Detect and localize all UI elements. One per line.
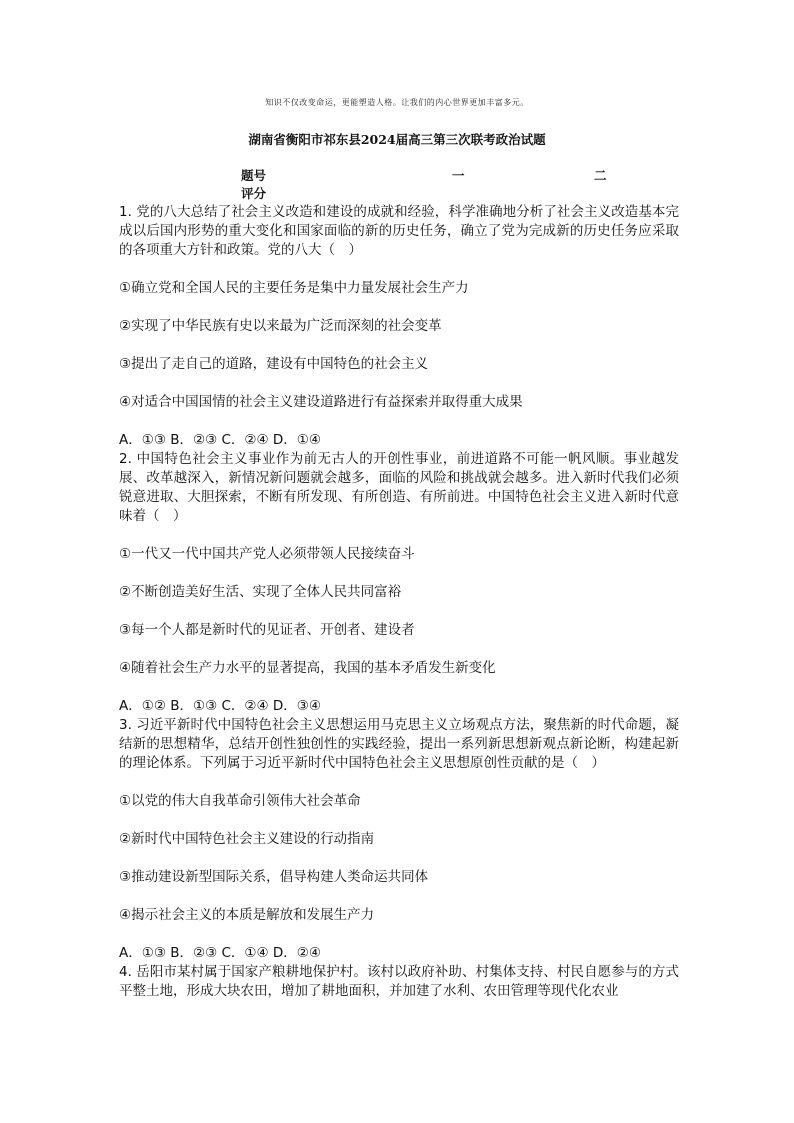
question-1 — [119, 203, 679, 450]
motto: 知识不仅改变命运，更能塑造人格。让我们的内心世界更加丰富多元。 — [265, 98, 529, 107]
score-label: 评分 — [241, 186, 267, 201]
question-option: ③提出了走自己的道路，建设有中国特色的社会主义 — [119, 356, 429, 372]
question-4 — [119, 963, 679, 1001]
question-stem: 3. 习近平新时代中国特色社会主义思想运用马克思主义立场观点方法，聚焦新的时代命题，凝结新的思想精华，总结开创性独创性的实践经验，提出一系列新思想新观点新论断，构建起新的理论体系。下列属于习近平新时代中国特色社会主义思想原创性贡献的是（ ） — [119, 717, 679, 771]
question-stem: 4. 岳阳市某村属于国家产粮耕地保护村。该村以政府补助、村集体支持、村民自愿参与的方式平整土地，形成大块农田，增加了耕地面积，并加建了水利、农田管理等现代化农业 — [119, 964, 679, 999]
question-option: ②新时代中国特色社会主义建设的行动指南 — [119, 831, 375, 847]
question-2 — [119, 450, 679, 716]
question-option: ①确立党和全国人民的主要任务是集中力量发展社会生产力 — [119, 280, 469, 296]
question-option: ③推动建设新型国际关系，倡导构建人类命运共同体 — [119, 869, 429, 885]
question-list — [119, 203, 679, 1001]
question-option: ①一代又一代中国共产党人必须带领人民接续奋斗 — [119, 546, 415, 562]
question-stem: 1. 党的八大总结了社会主义改造和建设的成就和经验，科学准确地分析了社会主义改造基本完成以后国内形势的重大变化和国家面临的新的历史任务，确立了党为完成新的历史任务应采取的各项重大方针和政策。党的八大（ ） — [119, 204, 679, 258]
question-option: ④对适合中国国情的社会主义建设道路进行有益探索并取得重大成果 — [119, 394, 523, 410]
answer-choices: A．①② B．①③ C．②④ D．③④ — [119, 698, 322, 714]
question-option: ②不断创造美好生活、实现了全体人民共同富裕 — [119, 584, 402, 600]
score-column-1: 一 — [452, 168, 465, 183]
question-option: ③每一个人都是新时代的见证者、开创者、建设者 — [119, 622, 415, 638]
question-stem: 2. 中国特色社会主义事业作为前无古人的开创性事业，前进道路不可能一帆风顺。事业越发展、改革越深入，新情况新问题就会越多，面临的风险和挑战就会越多。进入新时代我们必须锐意进取、大胆探索，不断有所发现、有所创造、有所前进。中国特色社会主义进入新时代意味着（ ） — [119, 451, 679, 524]
question-option: ④揭示社会主义的本质是解放和发展生产力 — [119, 907, 375, 923]
score-table-row — [241, 184, 641, 202]
score-header-label: 题号 — [241, 168, 267, 183]
question-option: ④随着社会生产力水平的显著提高，我国的基本矛盾发生新变化 — [119, 660, 496, 676]
score-table — [241, 166, 641, 202]
score-table-row — [241, 166, 641, 184]
answer-choices: A．①③ B．②③ C．①④ D．②④ — [119, 945, 322, 961]
page-title: 湖南省衡阳市祁东县2024届高三第三次联考政治试题 — [248, 132, 546, 147]
question-option: ①以党的伟大自我革命引领伟大社会革命 — [119, 793, 361, 809]
score-column-2: 二 — [594, 168, 607, 183]
question-3 — [119, 716, 679, 963]
answer-choices: A．①③ B．②③ C．②④ D．①④ — [119, 432, 322, 448]
question-option: ②实现了中华民族有史以来最为广泛而深刻的社会变革 — [119, 318, 442, 334]
